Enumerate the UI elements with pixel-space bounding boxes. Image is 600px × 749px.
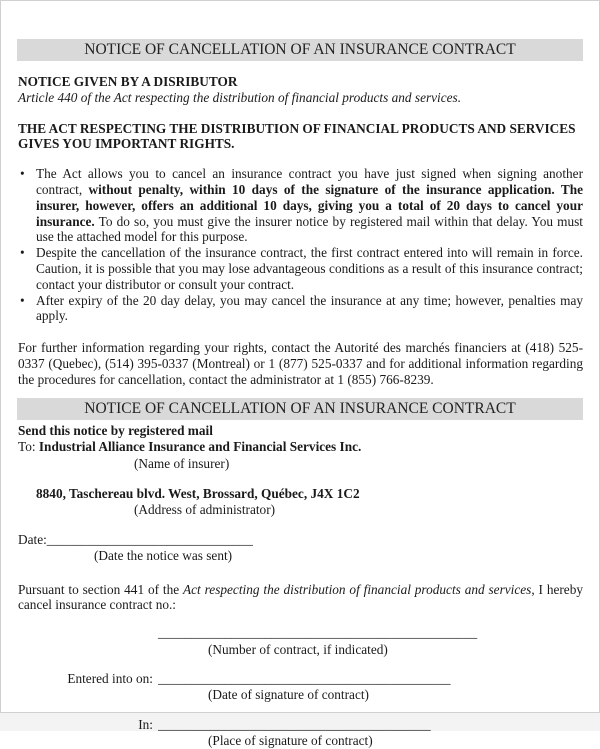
place-caption: (Place of signature of contract): [208, 733, 373, 749]
title-bar-2: NOTICE OF CANCELLATION OF AN INSURANCE CONTRACT: [17, 398, 583, 420]
entered-date-blank[interactable]: ____________________________________________: [158, 671, 451, 687]
pursuant-statement: [17, 582, 583, 614]
rights-heading: [17, 121, 583, 153]
send-instructions: Send this notice by registered mail: [18, 422, 213, 438]
date-blank[interactable]: _______________________________: [46, 531, 253, 547]
place-blank[interactable]: _________________________________________: [158, 717, 431, 733]
further-info: For further information regarding your rights, contact the Autorité des marchés financiers at (418) 525-0337 (Quebec), (514) 395-0337 (Montreal) or 1 (877) 525-0337 and for additional information regarding the procedures for cancellation, contact the administrator at 1 (855) 766-8239.: [18, 340, 583, 387]
insurer-caption: (Name of insurer): [134, 455, 230, 471]
in-label: In:: [138, 717, 153, 733]
to-label: To:: [18, 438, 39, 454]
rights-list: [17, 166, 583, 324]
to-line: [17, 439, 583, 455]
bullet-item: • Despite the cancellation of the insurance contract, the first contract entered into will remain in force. Caution, it is possible that you may lose advantageous conditions as a result of this insurance contract; contact your distributor or consult your contract.: [18, 245, 583, 292]
bullet-bold-text: without penalty, within 10 days of the signature of the insurance application. The insurer, however, offers an additional 10 days, giving you a total of 20 days to cancel your insurance.: [36, 181, 583, 229]
pursuant-text: Pursuant to section 441 of the: [18, 581, 184, 597]
document-body: [17, 39, 583, 749]
bullet-text: The Act allows you to cancel an insurance contract you have just signed when signing another contract,: [36, 166, 583, 197]
bullet-text: To do so, you must give the insurer notice by registered mail within that delay. You must use the attached model for this purpose.: [36, 213, 583, 245]
pursuant-text: , I hereby cancel insurance contract no.:: [18, 581, 584, 613]
act-name: Act respecting the distribution of financial products and services: [183, 581, 532, 597]
in-row: [17, 717, 583, 733]
distributor-section: [17, 74, 583, 106]
insurer-name: Industrial Alliance Insurance and Financial Services Inc.: [38, 438, 362, 454]
administrator-address: 8840, Taschereau blvd. West, Brossard, Québec, J4X 1C2: [36, 485, 360, 501]
article-reference: Article 440 of the Act respecting the distribution of financial products and services.: [18, 89, 462, 105]
contract-number-caption: (Number of contract, if indicated): [208, 642, 388, 658]
bullet-item: [18, 166, 583, 245]
entered-row: [17, 671, 583, 687]
date-caption: (Date the notice was sent): [94, 547, 233, 563]
contract-number-blank[interactable]: ________________________________________________: [158, 625, 478, 641]
title-bar: NOTICE OF CANCELLATION OF AN INSURANCE CONTRACT: [17, 39, 583, 61]
date-label: Date:: [18, 531, 47, 547]
notice-given-heading: NOTICE GIVEN BY A DISRIBUTOR: [18, 74, 238, 89]
bullet-item: • After expiry of the 20 day delay, you may cancel the insurance at any time; however, penalties may apply.: [18, 293, 583, 325]
address-caption: (Address of administrator): [134, 501, 276, 517]
entered-label: Entered into on:: [67, 671, 153, 687]
entered-caption: (Date of signature of contract): [208, 687, 369, 703]
date-field[interactable]: [17, 532, 583, 548]
rights-heading-text: THE ACT RESPECTING THE DISTRIBUTION OF FINANCIAL PRODUCTS AND SERVICES GIVES YOU IMPORTANT RIGHTS.: [18, 120, 576, 152]
